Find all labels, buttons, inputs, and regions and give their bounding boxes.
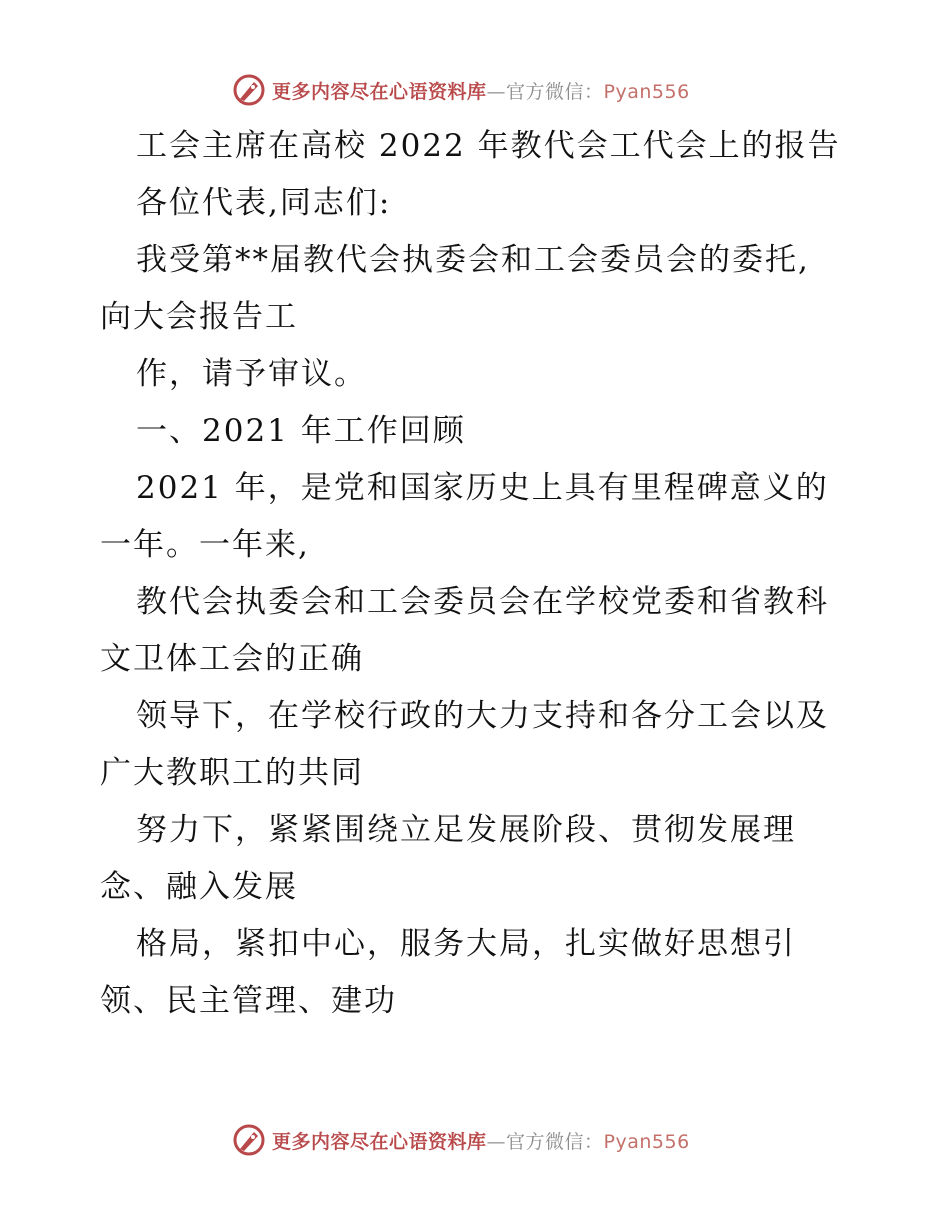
banner-site-text: 更多内容尽在心语资料库 — [272, 80, 487, 103]
banner-wechat-label: 官方微信： — [506, 80, 604, 103]
paragraph-line: 念、融入发展 — [100, 869, 298, 905]
banner-wechat-id: Pyan556 — [603, 80, 690, 103]
header-banner — [232, 70, 690, 110]
paragraph-line: 广大教职工的共同 — [100, 755, 364, 791]
paragraph-line: 领导下，在学校行政的大力支持和各分工会以及 — [136, 698, 829, 734]
footer-banner — [232, 1120, 690, 1160]
paragraph-line: 努力下，紧紧围绕立足发展阶段、贯彻发展理 — [136, 812, 796, 848]
paragraph-line: 一年。一年来, — [100, 527, 310, 563]
banner-site-text: 更多内容尽在心语资料库 — [272, 1130, 487, 1153]
paragraph-line: 教代会执委会和工会委员会在学校党委和省教科 — [136, 584, 829, 620]
document-title: 工会主席在高校 2022 年教代会工代会上的报告 — [136, 128, 841, 164]
paragraph-line: 向大会报告工 — [100, 299, 298, 335]
paragraph-line: 我受第**届教代会执委会和工会委员会的委托, — [136, 242, 810, 278]
banner-wechat-label: 官方微信： — [506, 1130, 604, 1153]
banner-dash: — — [486, 80, 507, 103]
section-heading: 一、2021 年工作回顾 — [136, 413, 466, 449]
banner-wechat-id: Pyan556 — [603, 1130, 690, 1153]
paragraph-line: 格局，紧扣中心，服务大局，扎实做好思想引 — [136, 926, 796, 962]
banner-dash: — — [486, 1130, 507, 1153]
pen-nib-logo-icon — [232, 73, 266, 107]
paragraph-line: 作，请予审议。 — [136, 356, 367, 392]
document-body — [100, 118, 860, 1030]
pen-nib-logo-icon — [232, 1123, 266, 1157]
paragraph-line: 2021 年，是党和国家历史上具有里程碑意义的 — [136, 470, 829, 506]
greeting-line: 各位代表,同志们: — [136, 185, 392, 221]
paragraph-line: 领、民主管理、建功 — [100, 983, 397, 1019]
paragraph-line: 文卫体工会的正确 — [100, 641, 364, 677]
